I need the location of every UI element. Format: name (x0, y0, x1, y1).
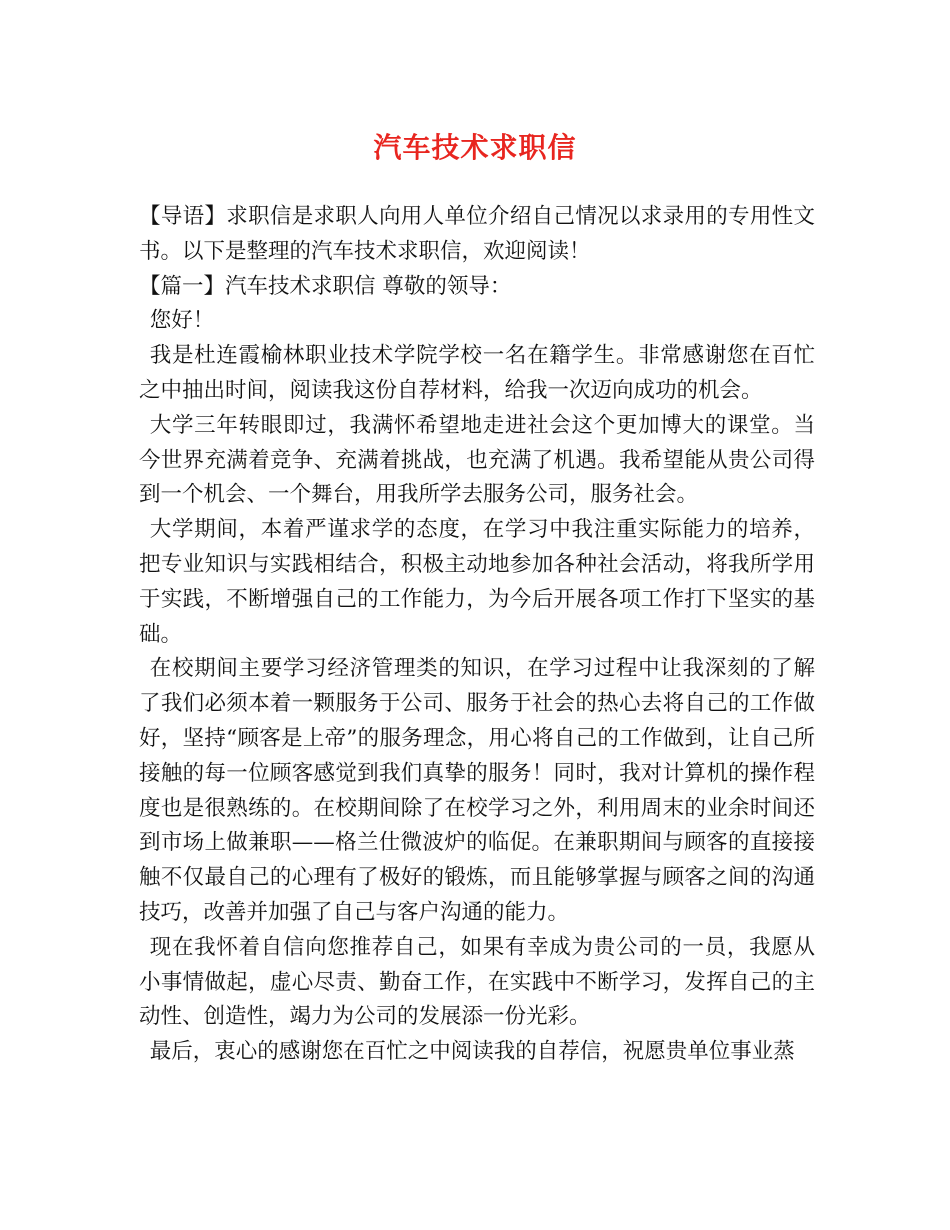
body-paragraph: 我是杜连霞榆林职业技术学院学校一名在籍学生。非常感谢您在百忙之中抽出时间，阅读我这份自荐材料，给我一次迈向成功的机会。 (139, 343, 815, 403)
body-paragraph: 大学三年转眼即过，我满怀希望地走进社会这个更加博大的课堂。当今世界充满着竞争、充满着挑战，也充满了机遇。我希望能从贵公司得到一个机会、一个舞台，用我所学去服务公司，服务社会。 (139, 412, 815, 508)
greeting-paragraph: 您好！ (149, 308, 215, 334)
body-paragraph: 大学期间，本着严谨求学的态度，在学习中我注重实际能力的培养，把专业知识与实践相结合，积极主动地参加各种社会活动，将我所学用于实践，不断增强自己的工作能力，为今后开展各项工作打下坚实的基础。 (139, 517, 815, 647)
body-paragraph: 现在我怀着自信向您推荐自己，如果有幸成为贵公司的一员，我愿从小事情做起，虚心尽责、勤奋工作，在实践中不断学习，发挥自己的主动性、创造性，竭力为公司的发展添一份光彩。 (139, 934, 815, 1030)
closing-paragraph: 最后，衷心的感谢您在百忙之中阅读我的自荐信，祝愿贵单位事业蒸 (149, 1039, 795, 1065)
document-body (139, 200, 815, 1070)
section-heading-salutation: 【篇一】汽车技术求职信 尊敬的领导： (139, 273, 512, 299)
body-paragraph: 在校期间主要学习经济管理类的知识，在学习过程中让我深刻的了解了我们必须本着一颗服务于公司、服务于社会的热心去将自己的工作做好，坚持“顾客是上帝”的服务理念，用心将自己的工作做到，让自己所接触的每一位顾客感觉到我们真挚的服务！同时，我对计算机的操作程度也是很熟练的。在校期间除了在校学习之外，利用周末的业余时间还到市场上做兼职——格兰仕微波炉的临促。在兼职期间与顾客的直接接触不仅最自己的心理有了极好的锻炼，而且能够掌握与顾客之间的沟通技巧，改善并加强了自己与客户沟通的能力。 (139, 656, 815, 925)
document-title: 汽车技术求职信 (373, 131, 577, 164)
intro-paragraph: 【导语】求职信是求职人向用人单位介绍自己情况以求录用的专用性文书。以下是整理的汽车技术求职信，欢迎阅读！ (139, 204, 815, 264)
